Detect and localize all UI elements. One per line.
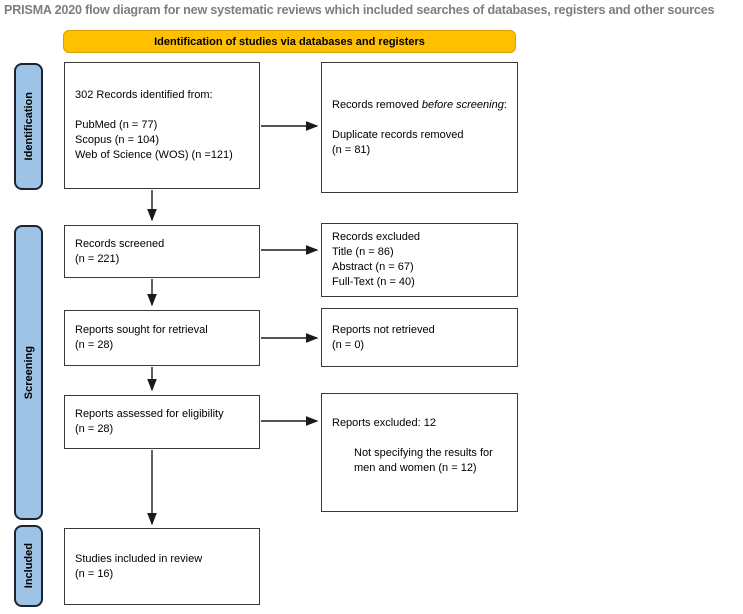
box-records-excluded: [321, 223, 518, 297]
reports-excluded-reason: Not specifying the results for men and women (n = 12): [354, 447, 493, 474]
box-reports-assessed: [64, 395, 260, 449]
identification-banner-label: Identification of studies via databases and registers: [154, 35, 425, 48]
records-screened-label: Records screened: [75, 237, 165, 250]
records-excluded-label: Records excluded: [332, 231, 421, 243]
reports-sought-label: Reports sought for retrieval: [75, 324, 208, 336]
records-removed-suffix: :: [503, 98, 507, 111]
studies-included-label: Studies included in review: [75, 552, 203, 565]
reports-assessed-label: Reports assessed for eligibility: [75, 408, 224, 420]
stage-label-identification: [14, 63, 43, 190]
records-excluded-title-count: Title (n = 86): [332, 246, 394, 258]
reports-not-retrieved-label: Reports not retrieved: [332, 323, 435, 336]
reports-not-retrieved-count: (n = 0): [332, 338, 365, 351]
records-identified-intro: 302 Records identified from:: [75, 89, 213, 101]
spacer: [75, 103, 253, 118]
records-excluded-abstract-count: Abstract (n = 67): [332, 261, 414, 273]
box-reports-not-retrieved: [321, 308, 518, 367]
page-title: PRISMA 2020 flow diagram for new systematic reviews which included searches of databases, registers and other sources: [4, 3, 715, 17]
records-excluded-fulltext-count: Full-Text (n = 40): [332, 276, 415, 288]
records-removed-prefix: Records removed: [332, 98, 422, 111]
stage-label-included: [14, 525, 43, 607]
studies-included-count: (n = 16): [75, 567, 114, 580]
records-screened-count: (n = 221): [75, 252, 120, 265]
records-removed-italic: before screening: [421, 98, 504, 111]
records-removed-title: [332, 98, 511, 113]
box-records-screened: [64, 225, 260, 278]
stage-label-screening-text: Screening: [22, 345, 35, 400]
box-records-identified: [64, 62, 260, 189]
identification-banner: [63, 30, 516, 53]
reports-assessed-count: (n = 28): [75, 423, 114, 435]
records-removed-detail: Duplicate records removed: [332, 128, 464, 141]
stage-label-identification-text: Identification: [22, 92, 35, 161]
spacer: [332, 113, 511, 128]
box-records-removed: [321, 62, 518, 193]
stage-label-screening: [14, 225, 43, 520]
reports-sought-count: (n = 28): [75, 339, 114, 351]
records-identified-source-scopus: Scopus (n = 104): [75, 134, 160, 146]
spacer: [332, 431, 511, 446]
box-studies-included: [64, 528, 260, 605]
records-identified-source-wos: Web of Science (WOS) (n =121): [75, 149, 233, 161]
box-reports-sought: [64, 310, 260, 366]
box-reports-excluded: [321, 393, 518, 512]
records-identified-source-pubmed: PubMed (n = 77): [75, 119, 158, 131]
records-removed-count: (n = 81): [332, 143, 371, 156]
stage-label-included-text: Included: [22, 543, 35, 589]
reports-excluded-title: Reports excluded: 12: [332, 417, 436, 429]
